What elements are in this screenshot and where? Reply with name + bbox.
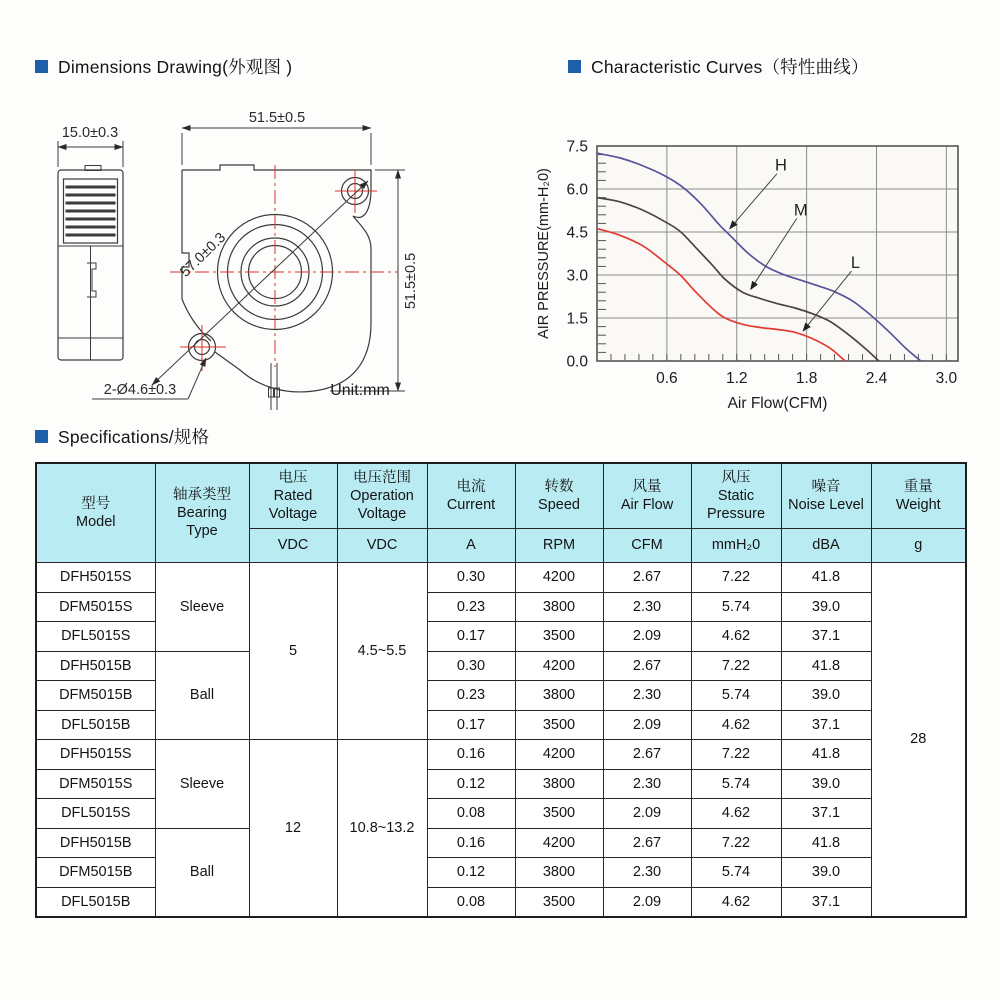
column-unit: VDC — [337, 529, 427, 563]
column-header-en: Rated — [273, 487, 313, 504]
side-clip-detail — [87, 263, 96, 297]
spec-cell-noise: 37.1 — [781, 710, 871, 740]
column-header-en: Type — [186, 523, 218, 540]
x-tick-label: 2.4 — [865, 370, 888, 387]
y-tick-label: 4.5 — [566, 224, 588, 242]
spec-row — [36, 563, 966, 593]
column-header-cn: 风压 — [721, 469, 751, 486]
y-tick-label: 1.5 — [566, 310, 588, 328]
spec-cell-speed: 3800 — [515, 769, 603, 799]
column-header-en: Model — [76, 514, 116, 530]
lead-wires — [269, 363, 280, 410]
spec-cell-model: DFL5015B — [36, 710, 155, 740]
characteristic-curves-chart — [535, 118, 985, 418]
column-header-en: Noise Level — [788, 497, 864, 513]
spec-cell-speed: 4200 — [515, 828, 603, 858]
blue-square-bullet-icon — [568, 60, 581, 73]
column-header-cn: 电压 — [278, 469, 308, 486]
spec-row — [36, 740, 966, 770]
x-tick-label: 0.6 — [656, 370, 678, 387]
spec-cell-speed: 3800 — [515, 681, 603, 711]
column-header-cn: 转数 — [544, 478, 574, 495]
column-header — [36, 463, 155, 563]
spec-cell-bearing: Sleeve — [155, 740, 249, 829]
column-header-en: Pressure — [706, 506, 766, 523]
spec-cell-airflow: 2.67 — [603, 563, 691, 593]
column-header-en: Current — [446, 497, 496, 513]
column-header-cn: 电压范围 — [353, 469, 411, 486]
spec-cell-airflow: 2.30 — [603, 858, 691, 888]
spec-cell-model: DFM5015S — [36, 592, 155, 622]
spec-cell-current: 0.16 — [427, 740, 515, 770]
spec-cell-noise: 39.0 — [781, 858, 871, 888]
spec-cell-speed: 4200 — [515, 563, 603, 593]
column-header-en: Air Flow — [620, 497, 674, 513]
spec-cell-model: DFL5015B — [36, 887, 155, 917]
column-header-en: Bearing — [177, 504, 227, 521]
spec-cell-model: DFM5015B — [36, 858, 155, 888]
x-tick-label: 1.8 — [795, 370, 818, 387]
column-header-en: Weight — [895, 497, 941, 513]
spec-cell-noise: 37.1 — [781, 622, 871, 652]
spec-row — [36, 651, 966, 681]
section-title-dimensions: Dimensions Drawing(外观图 ) — [58, 57, 293, 77]
spec-cell-current: 0.30 — [427, 651, 515, 681]
spec-cell-noise: 41.8 — [781, 651, 871, 681]
spec-cell-bearing: Ball — [155, 651, 249, 740]
spec-cell-pressure: 5.74 — [691, 769, 781, 799]
column-header — [155, 463, 249, 563]
spec-cell-pressure: 4.62 — [691, 887, 781, 917]
y-tick-label: 0.0 — [566, 353, 588, 371]
column-unit: CFM — [603, 529, 691, 563]
spec-cell-pressure: 7.22 — [691, 563, 781, 593]
column-header — [781, 463, 871, 529]
spec-cell-bearing: Ball — [155, 828, 249, 917]
spec-cell-current: 0.17 — [427, 710, 515, 740]
spec-cell-speed: 3500 — [515, 622, 603, 652]
spec-cell-operation-voltage: 4.5~5.5 — [337, 563, 427, 740]
column-header — [427, 463, 515, 529]
spec-cell-pressure: 5.74 — [691, 681, 781, 711]
spec-cell-model: DFL5015S — [36, 622, 155, 652]
spec-cell-pressure: 5.74 — [691, 858, 781, 888]
spec-cell-speed: 4200 — [515, 651, 603, 681]
spec-cell-speed: 4200 — [515, 740, 603, 770]
column-header-cn: 轴承类型 — [173, 486, 231, 503]
curve-label-M: M — [793, 201, 808, 220]
spec-cell-current: 0.23 — [427, 681, 515, 711]
spec-cell-pressure: 4.62 — [691, 622, 781, 652]
column-header — [249, 463, 337, 529]
spec-cell-weight: 28 — [871, 563, 966, 917]
column-header-cn: 噪音 — [811, 478, 841, 495]
column-header-en: Voltage — [357, 506, 407, 523]
spec-cell-model: DFM5015B — [36, 681, 155, 711]
spec-cell-model: DFH5015B — [36, 828, 155, 858]
spec-cell-pressure: 7.22 — [691, 828, 781, 858]
column-header-cn: 型号 — [81, 495, 111, 512]
spec-cell-noise: 39.0 — [781, 681, 871, 711]
spec-cell-current: 0.08 — [427, 799, 515, 829]
column-unit: dBA — [781, 529, 871, 563]
spec-cell-airflow: 2.09 — [603, 799, 691, 829]
spec-cell-noise: 37.1 — [781, 799, 871, 829]
y-tick-label: 7.5 — [566, 138, 588, 156]
spec-cell-speed: 3800 — [515, 592, 603, 622]
dim-label-height: 51.5±0.5 — [403, 252, 419, 310]
spec-cell-airflow: 2.09 — [603, 710, 691, 740]
spec-cell-noise: 39.0 — [781, 592, 871, 622]
spec-cell-airflow: 2.67 — [603, 828, 691, 858]
specifications-table-wrap — [35, 462, 967, 918]
column-header-cn: 电流 — [456, 478, 486, 495]
spec-cell-pressure: 5.74 — [691, 592, 781, 622]
column-header — [337, 463, 427, 529]
spec-cell-airflow: 2.67 — [603, 740, 691, 770]
dim-label-depth: 15.0±0.3 — [61, 125, 119, 141]
column-header-cn: 风量 — [632, 478, 662, 495]
spec-cell-rated-voltage: 5 — [249, 563, 337, 740]
column-unit: A — [427, 529, 515, 563]
spec-cell-current: 0.12 — [427, 769, 515, 799]
y-tick-label: 3.0 — [566, 267, 588, 285]
column-unit: RPM — [515, 529, 603, 563]
spec-cell-airflow: 2.30 — [603, 592, 691, 622]
x-tick-label: 3.0 — [935, 370, 958, 387]
spec-cell-airflow: 2.30 — [603, 769, 691, 799]
spec-cell-operation-voltage: 10.8~13.2 — [337, 740, 427, 917]
curve-label-L: L — [850, 254, 861, 273]
column-header — [515, 463, 603, 529]
dimensions-drawing — [30, 95, 490, 430]
spec-cell-noise: 41.8 — [781, 828, 871, 858]
spec-cell-bearing: Sleeve — [155, 563, 249, 652]
y-axis-title: AIR PRESSURE(mm-H₂0) — [536, 168, 552, 339]
column-unit: mmH₂0 — [691, 529, 781, 563]
spec-cell-model: DFH5015S — [36, 563, 155, 593]
spec-cell-current: 0.30 — [427, 563, 515, 593]
spec-cell-model: DFM5015S — [36, 769, 155, 799]
section-title-curves: Characteristic Curves（特性曲线） — [591, 57, 869, 77]
spec-cell-noise: 39.0 — [781, 769, 871, 799]
dim-label-diagonal: 57.0±0.3 — [177, 229, 230, 281]
spec-cell-speed: 3500 — [515, 710, 603, 740]
spec-row — [36, 828, 966, 858]
spec-cell-pressure: 7.22 — [691, 651, 781, 681]
spec-cell-noise: 41.8 — [781, 563, 871, 593]
section-header-dimensions — [35, 54, 292, 79]
column-unit: g — [871, 529, 966, 563]
spec-cell-rated-voltage: 12 — [249, 740, 337, 917]
y-tick-label: 6.0 — [566, 181, 588, 199]
header-title-row — [36, 463, 966, 529]
spec-cell-current: 0.16 — [427, 828, 515, 858]
spec-cell-pressure: 4.62 — [691, 799, 781, 829]
vent-louvers — [66, 187, 116, 235]
spec-cell-noise: 37.1 — [781, 887, 871, 917]
dim-label-holes: 2-Ø4.6±0.3 — [103, 382, 177, 398]
column-header — [871, 463, 966, 529]
spec-cell-airflow: 2.09 — [603, 622, 691, 652]
spec-cell-pressure: 4.62 — [691, 710, 781, 740]
x-axis-title: Air Flow(CFM) — [727, 395, 828, 412]
column-header-en: Static — [717, 487, 755, 504]
dim-label-width: 51.5±0.5 — [248, 110, 306, 126]
x-tick-label: 1.2 — [725, 370, 748, 387]
spec-cell-airflow: 2.09 — [603, 887, 691, 917]
blue-square-bullet-icon — [35, 430, 48, 443]
spec-cell-current: 0.17 — [427, 622, 515, 652]
column-header — [691, 463, 781, 529]
spec-cell-model: DFL5015S — [36, 799, 155, 829]
spec-cell-noise: 41.8 — [781, 740, 871, 770]
spec-cell-speed: 3500 — [515, 887, 603, 917]
fan-side-view — [58, 125, 123, 360]
column-header — [603, 463, 691, 529]
spec-cell-airflow: 2.67 — [603, 651, 691, 681]
section-header-curves — [568, 54, 869, 79]
section-title-specifications: Specifications/规格 — [58, 427, 210, 447]
spec-cell-current: 0.08 — [427, 887, 515, 917]
column-header-en: Speed — [538, 497, 580, 513]
unit-label: Unit:mm — [330, 382, 390, 399]
curve-label-H: H — [775, 156, 787, 175]
specifications-table — [35, 462, 967, 918]
spec-cell-airflow: 2.30 — [603, 681, 691, 711]
column-header-cn: 重量 — [903, 478, 933, 495]
column-header-en: Operation — [350, 487, 414, 504]
column-header-en: Voltage — [268, 506, 318, 523]
spec-cell-model: DFH5015B — [36, 651, 155, 681]
spec-cell-model: DFH5015S — [36, 740, 155, 770]
spec-cell-current: 0.23 — [427, 592, 515, 622]
spec-cell-pressure: 7.22 — [691, 740, 781, 770]
fan-front-view — [92, 110, 419, 410]
spec-cell-speed: 3500 — [515, 799, 603, 829]
column-unit: VDC — [249, 529, 337, 563]
spec-cell-current: 0.12 — [427, 858, 515, 888]
spec-cell-speed: 3800 — [515, 858, 603, 888]
blue-square-bullet-icon — [35, 60, 48, 73]
